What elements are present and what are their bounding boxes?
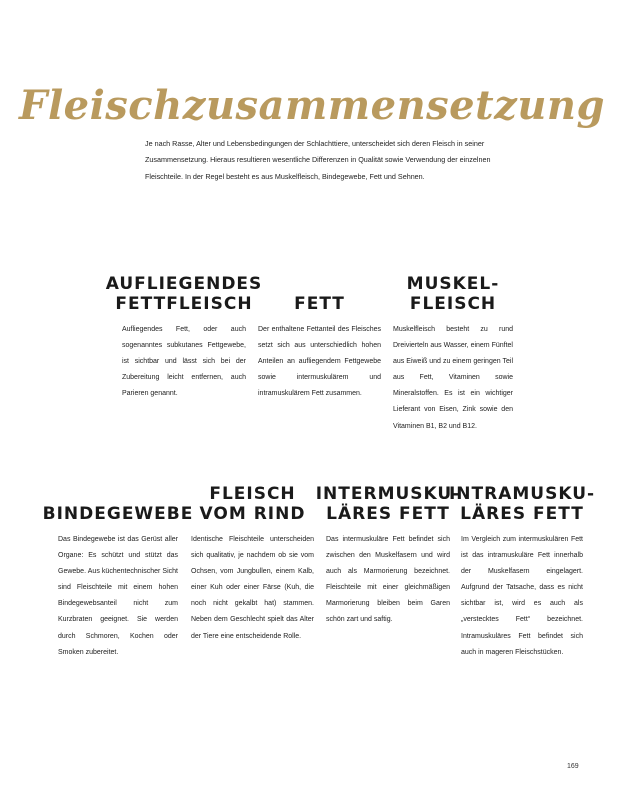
intro-paragraph: Je nach Rasse, Alter und Lebensbedingungen der Schlachttiere, unterscheidet sich deren Fleisch in seiner Zusammensetzung. Hieraus resultieren wesentliche Differenzen in Qualität sowie Verwendung der einzelnen Fleischteile. In der Regel besteht es aus Muskelfleisch, Bindegewebe, Fett und Sehnen. (145, 139, 491, 181)
section-text: Aufliegendes Fett, oder auch sogenanntes subkutanes Fettgewebe, ist sichtbar und lässt sich bei der Zubereitung leicht entfernen, auch Parieren genannt. (122, 326, 246, 398)
section-fleisch-vom-rind (191, 478, 314, 645)
section-intermuskulaeres-fett (315, 478, 461, 629)
section-heading: INTRAMUSKU- LÄRES FETT (448, 484, 596, 524)
section-text: Im Vergleich zum intermuskulären Fett ist das intramuskuläre Fett innerhalb der Muskelfasern eingelagert. Aufgrund der Tatsache, dass es nicht sichtbar ist, wird es auch als „verstecktes Fett“ bezeichnet. Intramuskuläres Fett befindet sich auch in mageren Fleischstücken. (461, 536, 583, 656)
section-text: Der enthaltene Fettanteil des Fleisches setzt sich aus unterschiedlich hohen Anteilen an aufliegendem Fettgewebe sowie intermuskulärem und intramuskulärem Fett zusammen. (258, 326, 381, 398)
section-heading: AUFLIEGENDES FETTFLEISCH (105, 274, 263, 314)
section-heading: FLEISCH VOM RIND (199, 484, 306, 524)
section-text: Das intermuskuläre Fett befindet sich zwischen den Muskelfasern und wird auch als Marmorierung bezeichnet. Fleischteile mit einer gleichmäßigen Marmorierung bleiben beim Garen schön zart und saftig. (326, 536, 450, 624)
section-heading: MUSKEL- FLEISCH (406, 274, 500, 314)
section-text: Das Bindegewebe ist das Gerüst aller Organe: Es schützt und stützt das Gewebe. Aus küchentechnischer Sicht sind Fleischteile mit einem hohen Bindegewebsanteil nicht zum Kurzbraten geeignet. Sie werden durch Schmoren, Kochen oder Smoken zubereitet. (58, 536, 178, 656)
section-bindegewebe (42, 478, 194, 661)
section-heading: INTERMUSKU- LÄRES FETT (315, 484, 461, 524)
section-intramuskulaeres-fett (448, 478, 596, 661)
section-text: Muskelfleisch besteht zu rund Dreivierteln aus Wasser, einem Fünftel aus Eiweiß und zu einem geringen Teil aus Fett, Vitaminen sowie Mineralstoffen. Es ist ein wichtiger Lieferant von Eisen, Zink sowie den Vitaminen B1, B2 und B12. (393, 326, 513, 430)
section-muskelfleisch (393, 268, 513, 435)
page-number: 169 (567, 763, 579, 770)
section-aufliegendes-fettfleisch (105, 268, 263, 402)
section-text: Identische Fleischteile unterscheiden sich qualitativ, je nachdem ob sie vom Ochsen, vom Jungbullen, einem Kalb, einer Kuh oder einer Färse (Kuh, die noch nicht gekalbt hat) stammen. Neben dem Geschlecht spielt das Alter der Tiere eine entscheidende Rolle. (191, 536, 314, 640)
section-heading: BINDEGEWEBE (42, 504, 194, 524)
section-heading: FETT (294, 294, 345, 314)
page-title: Fleischzusammensetzung (19, 82, 605, 129)
section-fett (258, 268, 381, 402)
